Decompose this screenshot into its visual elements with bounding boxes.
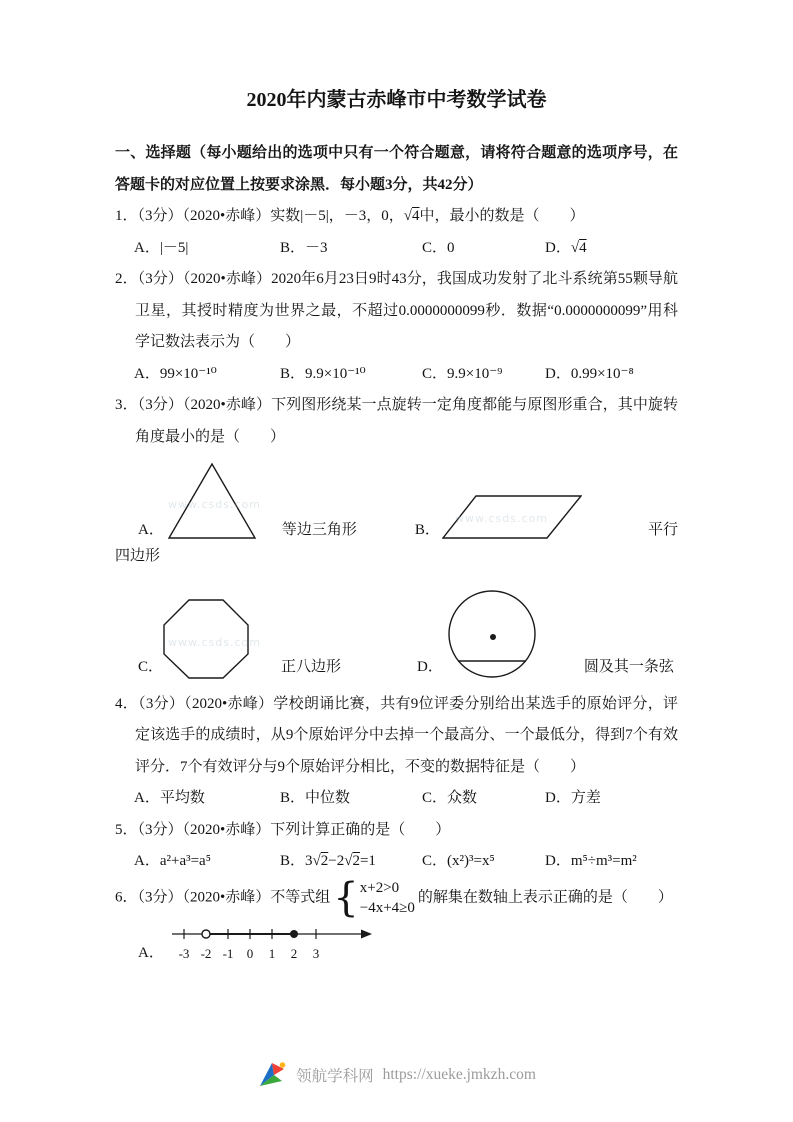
q5-option-b-text: B．3 bbox=[280, 853, 313, 869]
q4-options bbox=[134, 783, 678, 815]
q1-option-d bbox=[545, 233, 678, 265]
q1-option-b: B．－3 bbox=[280, 239, 328, 256]
closed-endpoint bbox=[290, 930, 298, 938]
sqrt-expression bbox=[344, 853, 360, 869]
q5-option-d: D．m⁵÷m³=m² bbox=[545, 853, 637, 869]
q4-option-a: A．平均数 bbox=[134, 790, 205, 806]
section-heading: 一、选择题（每小题给出的选项中只有一个符合题意，请将符合题意的选项序号，在答题卡的对应位置上按要求涂黑．每小题3分，共42分） bbox=[115, 145, 678, 193]
footer-site-name: 领航学科网 bbox=[296, 1068, 374, 1085]
q4-option-c: C．众数 bbox=[422, 790, 478, 806]
inequality-system bbox=[333, 874, 415, 921]
question-5 bbox=[115, 815, 678, 847]
q3-option-a-label: A． bbox=[138, 521, 164, 538]
tick-label: -3 bbox=[178, 946, 190, 961]
footer-logo-icon bbox=[257, 1060, 287, 1090]
tick-label: 0 bbox=[246, 946, 254, 961]
q5-option-b-text: =1 bbox=[359, 853, 376, 869]
sqrt-expression bbox=[571, 240, 587, 256]
radical-sign: √ bbox=[312, 853, 321, 869]
question-4 bbox=[115, 689, 678, 784]
q4-text: （3分）（2020•赤峰）学校朗诵比赛，共有9位评委分别给出某选手的原始评分，评定该选手的成绩时，从9个原始评分中去掉一个最高分、一个最低分，得到7个有效评分．7个有效评分与9个原始评分相比，不变的数据特征是（ ） bbox=[135, 695, 678, 775]
q3-option-d-caption: 圆及其一条弦 bbox=[583, 659, 674, 675]
q3-option-b-caption: 平行 bbox=[647, 521, 678, 538]
tick-label: 1 bbox=[268, 946, 276, 961]
octagon-figure bbox=[163, 599, 249, 679]
q3-option-b-label: B． bbox=[414, 521, 440, 538]
q3-option-a-caption: 等边三角形 bbox=[281, 521, 357, 538]
q1-options bbox=[134, 233, 678, 265]
q3-number: 3． bbox=[115, 397, 138, 413]
watermark: www.csds.com bbox=[168, 498, 261, 511]
q2-option-c: C．9.9×10⁻⁹ bbox=[422, 365, 503, 382]
q4-option-d: D．方差 bbox=[545, 790, 601, 806]
tick-label: 2 bbox=[290, 946, 298, 961]
number-line-figure bbox=[170, 920, 382, 966]
radical-sign: √ bbox=[344, 853, 353, 869]
open-endpoint bbox=[202, 930, 210, 938]
q5-text: （3分）（2020•赤峰）下列计算正确的是（ ） bbox=[137, 821, 451, 838]
q2-options bbox=[134, 359, 678, 391]
radicand: 2 bbox=[320, 853, 329, 869]
parallelogram-figure bbox=[442, 495, 582, 539]
radicand: 4 bbox=[412, 208, 420, 224]
q2-option-d: D．0.99×10⁻⁸ bbox=[545, 365, 634, 382]
tick-label: 3 bbox=[312, 946, 320, 961]
q2-number: 2． bbox=[115, 271, 138, 287]
q5-option-b bbox=[280, 846, 422, 878]
radical-sign: √ bbox=[403, 208, 413, 224]
q3-figure-row-1 bbox=[138, 461, 678, 541]
q3-text: （3分）（2020•赤峰）下列图形绕某一点旋转一定角度都能与原图形重合，其中旋转角度最小的是（ ） bbox=[135, 397, 678, 445]
radical-sign: √ bbox=[570, 239, 580, 256]
q1-text: （3分）（2020•赤峰）实数|－5|，－3，0， bbox=[137, 208, 404, 224]
tick-label: -1 bbox=[222, 946, 234, 961]
watermark: www.csds.com bbox=[455, 512, 548, 525]
q3-figure-row-2 bbox=[138, 589, 678, 679]
circle-with-chord-figure bbox=[445, 589, 539, 679]
question-3 bbox=[115, 390, 678, 453]
q4-number: 4． bbox=[115, 695, 139, 712]
page-title: 2020年内蒙古赤峰市中考数学试卷 bbox=[246, 89, 547, 111]
q4-option-b: B．中位数 bbox=[280, 790, 351, 806]
q3-option-d-label: D． bbox=[417, 659, 443, 675]
q6-text: （3分）（2020•赤峰）不等式组 bbox=[137, 889, 331, 906]
inequality-1: x+2>0 bbox=[359, 879, 400, 896]
q5-option-c: C．(x²)³=x⁵ bbox=[422, 853, 495, 869]
question-1 bbox=[115, 201, 678, 233]
equilateral-triangle-figure bbox=[164, 461, 260, 541]
q6-option-a-label: A． bbox=[138, 944, 164, 961]
q2-option-a: A．99×10⁻¹⁰ bbox=[134, 365, 217, 382]
q5-number: 5． bbox=[115, 821, 138, 838]
question-2 bbox=[115, 264, 678, 359]
q1-option-d-label: D． bbox=[545, 239, 571, 256]
q6-number: 6． bbox=[115, 889, 138, 906]
sqrt-expression bbox=[313, 853, 329, 869]
page-footer bbox=[0, 1060, 793, 1090]
tick-label: -2 bbox=[200, 946, 212, 961]
q3-option-b-caption-wrap: 四边形 bbox=[115, 548, 161, 564]
q1-number: 1． bbox=[115, 208, 138, 224]
footer-site-url[interactable]: https://xueke.jmkzh.com bbox=[382, 1066, 536, 1083]
arrowhead bbox=[361, 930, 372, 939]
q2-text: （3分）（2020•赤峰）2020年6月23日9时43分，我国成功发射了北斗系统第55颗导航卫星，其授时精度为世界之最，不超过0.0000000099秒．数据“0.0000000099”用科学记数法表示为（ ） bbox=[135, 271, 678, 350]
q3-option-c-caption: 正八边形 bbox=[281, 659, 342, 675]
sqrt-expression bbox=[404, 208, 420, 224]
q6-text-tail: 的解集在数轴上表示正确的是（ ） bbox=[417, 889, 673, 906]
system-brace: { bbox=[333, 874, 359, 921]
q5-option-b-text: −2 bbox=[328, 853, 345, 869]
q3-option-c-label: C． bbox=[138, 659, 164, 675]
q1-option-c: C．0 bbox=[422, 239, 455, 256]
q1-option-a: A．|－5| bbox=[134, 239, 189, 256]
question-6 bbox=[115, 874, 678, 921]
q2-option-b: B．9.9×10⁻¹⁰ bbox=[280, 365, 366, 382]
watermark: www.csds.com bbox=[168, 636, 261, 649]
q1-text-tail: 中，最小的数是（ ） bbox=[419, 208, 585, 224]
radicand: 4 bbox=[579, 239, 587, 256]
inequality-2: −4x+4≥0 bbox=[359, 899, 415, 916]
q6-option-a-figure bbox=[138, 920, 678, 966]
q5-options bbox=[134, 846, 678, 878]
q5-option-a: A．a²+a³=a⁵ bbox=[134, 853, 211, 869]
radicand: 2 bbox=[352, 853, 360, 869]
